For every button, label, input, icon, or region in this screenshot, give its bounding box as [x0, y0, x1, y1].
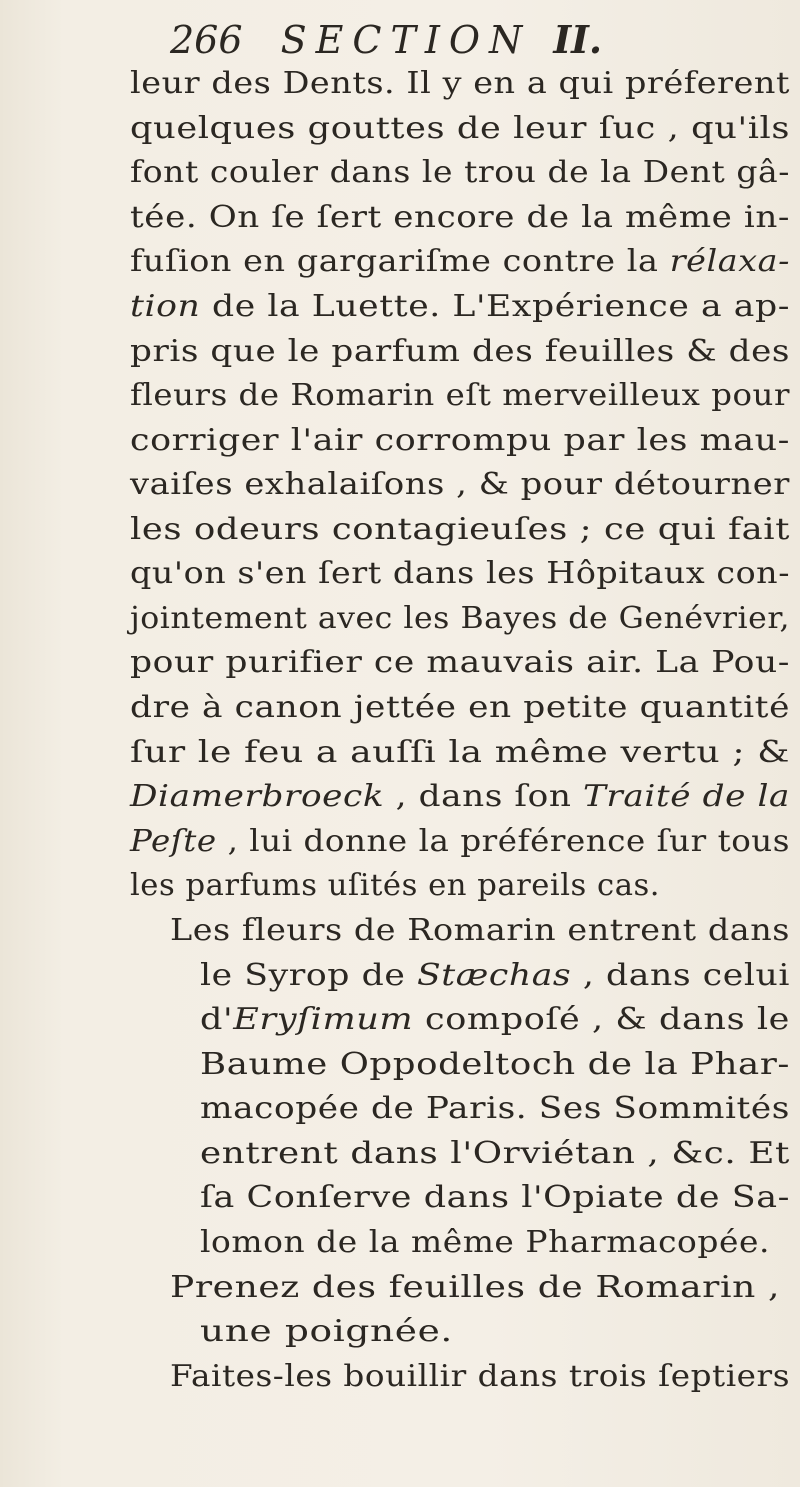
- text-run: leur des Dents. Il y en a qui préferent: [130, 66, 790, 101]
- text-run: entrent dans l'Orviétan , &c. Et: [200, 1136, 790, 1171]
- italic-text: Peſte: [130, 824, 217, 859]
- section-title: SECTION: [280, 18, 532, 62]
- text-line: [130, 465, 790, 505]
- text-line: [200, 1312, 453, 1352]
- text-run: jointement avec les Bayes de Genévrier,: [130, 601, 790, 636]
- text-run: font couler dans le trou de la Dent gâ-: [130, 155, 790, 190]
- text-run: lomon de la même Pharmacopée.: [200, 1225, 770, 1260]
- text-run: tée. On ſe ſert encore de la même in-: [130, 200, 790, 235]
- italic-text: tion: [130, 289, 201, 324]
- text-line: [200, 1000, 790, 1040]
- text-run: Faites-les bouillir dans trois ſeptiers: [170, 1359, 790, 1394]
- italic-text: Diamerbroeck: [130, 779, 385, 814]
- text-line: [130, 822, 790, 862]
- text-run: ſur le feu a auſſi la même vertu ; &: [130, 735, 790, 770]
- text-run: de la Luette. L'Expérience a ap-: [200, 289, 790, 324]
- text-run: Les fleurs de Romarin entrent dans: [170, 913, 790, 948]
- running-header: [170, 18, 602, 62]
- italic-text: Traité de la: [582, 779, 790, 814]
- text-line: [200, 1089, 790, 1129]
- text-run: dre à canon jettée en petite quantité: [130, 690, 790, 725]
- text-run: corriger l'air corrompu par les mau-: [130, 423, 790, 458]
- text-line: [200, 1045, 790, 1085]
- text-run: les parfums uſités en pareils cas.: [130, 868, 660, 903]
- text-line: [130, 153, 790, 193]
- text-line: [130, 332, 790, 372]
- text-line: [170, 1268, 780, 1308]
- text-line: [130, 64, 790, 104]
- text-run: qu'on s'en ſert dans les Hôpitaux con-: [130, 556, 790, 591]
- text-line: [130, 421, 790, 461]
- italic-text: rélaxa-: [669, 244, 790, 279]
- text-line: [170, 1357, 790, 1397]
- text-line: [130, 643, 790, 683]
- text-run: Prenez des feuilles de Romarin ,: [170, 1270, 780, 1305]
- text-line: [170, 911, 790, 951]
- text-run: pour purifier ce mauvais air. La Pou-: [130, 645, 790, 680]
- text-line: [130, 866, 660, 906]
- text-run: , dans ſon: [384, 779, 583, 814]
- text-line: [200, 1223, 770, 1263]
- text-line: [200, 1178, 790, 1218]
- text-run: pris que le parfum des feuilles & des: [130, 334, 790, 369]
- page-number: 266: [170, 18, 243, 62]
- text-line: [130, 287, 790, 327]
- text-line: [200, 1134, 790, 1174]
- text-run: compoſé , & dans le: [413, 1002, 790, 1037]
- text-line: [130, 376, 790, 416]
- text-run: macopée de Paris. Ses Sommités: [200, 1091, 790, 1126]
- text-run: Baume Oppodeltoch de la Phar-: [200, 1047, 790, 1082]
- text-line: [130, 733, 790, 773]
- text-line: [130, 198, 790, 238]
- text-line: [200, 956, 790, 996]
- italic-text: Stæchas: [416, 958, 572, 993]
- text-run: fuſion en gargariſme contre la: [130, 244, 670, 279]
- text-run: quelques gouttes de leur ſuc , qu'ils: [130, 111, 790, 146]
- text-run: le Syrop de: [200, 958, 417, 993]
- italic-text: Eryſimum: [233, 1002, 414, 1037]
- text-line: [130, 109, 790, 149]
- text-run: , dans celui: [571, 958, 790, 993]
- text-line: [130, 777, 790, 817]
- text-run: d': [200, 1002, 234, 1037]
- section-number: II.: [553, 17, 603, 62]
- text-line: [130, 599, 790, 639]
- text-line: [130, 554, 790, 594]
- text-run: fleurs de Romarin eſt merveilleux pour: [130, 378, 791, 413]
- text-run: une poignée.: [200, 1314, 453, 1349]
- text-run: vaiſes exhalaiſons , & pour détourner: [130, 467, 790, 502]
- text-line: [130, 242, 790, 282]
- text-run: les odeurs contagieuſes ; ce qui fait: [130, 512, 790, 547]
- text-line: [130, 688, 790, 728]
- text-line: [130, 510, 790, 550]
- text-run: ſa Conſerve dans l'Opiate de Sa-: [200, 1180, 790, 1215]
- text-run: , lui donne la préférence ſur tous: [216, 824, 790, 859]
